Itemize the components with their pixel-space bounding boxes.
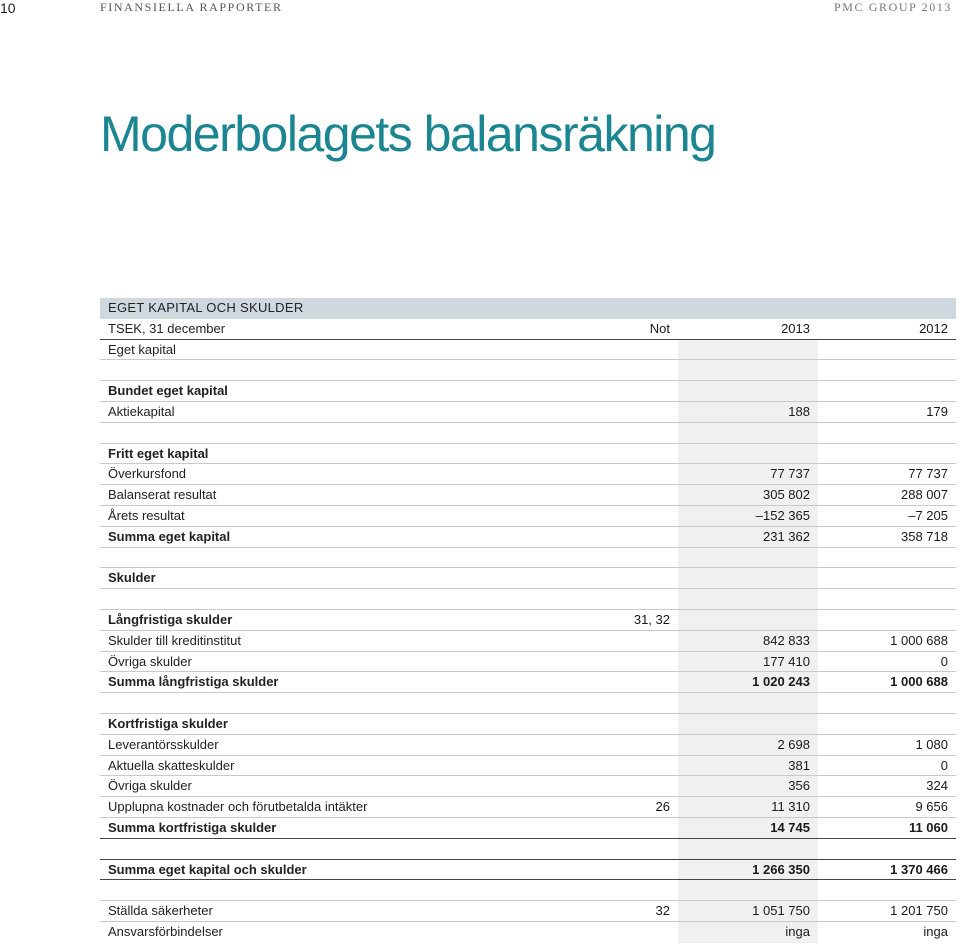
table-header-row <box>100 319 956 340</box>
row-label: Ansvarsförbindelser <box>108 923 223 939</box>
row-label: Aktuella skatteskulder <box>108 757 235 773</box>
value-2013: 1 051 750 <box>752 903 810 919</box>
table-row <box>100 672 956 693</box>
row-label: Övriga skulder <box>108 653 192 669</box>
table-row <box>100 610 956 631</box>
table-row <box>100 693 956 714</box>
row-label: Summa långfristiga skulder <box>108 674 279 690</box>
value-2012: –7 205 <box>908 507 948 523</box>
value-2012: inga <box>923 923 948 939</box>
row-label: Övriga skulder <box>108 778 192 794</box>
row-label: Balanserat resultat <box>108 487 217 503</box>
value-2012: 1 370 466 <box>890 861 948 877</box>
value-2013: 1 266 350 <box>752 861 810 877</box>
value-2012: 179 <box>926 403 948 419</box>
value-2013: 14 745 <box>770 819 810 835</box>
note-header: Not <box>649 320 670 336</box>
row-label: EGET KAPITAL OCH SKULDER <box>108 300 304 315</box>
value-2012: 9 656 <box>915 799 948 815</box>
table-row <box>100 298 956 319</box>
value-2012: 1 080 <box>915 736 948 752</box>
table-row <box>100 839 956 860</box>
value-2012: 0 <box>940 653 948 669</box>
table-row <box>100 714 956 735</box>
table-row <box>100 464 956 485</box>
note-ref: 32 <box>655 903 670 919</box>
year-2013-header: 2013 <box>781 320 810 336</box>
table-row <box>100 797 956 818</box>
value-2012: 1 000 688 <box>890 632 948 648</box>
row-label: Skulder till kreditinstitut <box>108 632 241 648</box>
table-row <box>100 506 956 527</box>
table-row <box>100 776 956 797</box>
value-2013: 231 362 <box>763 528 810 544</box>
table-row <box>100 381 956 402</box>
table-row <box>100 631 956 652</box>
table-row <box>100 880 956 901</box>
table-row <box>100 860 956 881</box>
row-label: Eget kapital <box>108 341 176 357</box>
table-row <box>100 527 956 548</box>
page-number: 10 <box>0 0 16 16</box>
page-title: Moderbolagets balansräkning <box>100 106 716 162</box>
company-header: PMC GROUP 2013 <box>834 0 952 14</box>
value-2013: 356 <box>788 778 810 794</box>
row-label: Fritt eget kapital <box>108 445 209 461</box>
table-row <box>100 340 956 361</box>
row-label: Leverantörsskulder <box>108 736 219 752</box>
table-row <box>100 568 956 589</box>
table-row <box>100 922 956 943</box>
row-label: Långfristiga skulder <box>108 611 233 627</box>
table-row <box>100 589 956 610</box>
value-2012: 0 <box>940 757 948 773</box>
value-2013: –152 365 <box>755 507 810 523</box>
balance-sheet-table <box>100 298 956 943</box>
table-row <box>100 423 956 444</box>
row-label: Upplupna kostnader och förutbetalda intäkter <box>108 799 368 815</box>
value-2012: 1 201 750 <box>890 903 948 919</box>
table-row <box>100 485 956 506</box>
row-label: Ställda säkerheter <box>108 903 213 919</box>
value-2013: 2 698 <box>777 736 810 752</box>
row-label: Överkursfond <box>108 466 187 482</box>
table-row <box>100 402 956 423</box>
value-2013: inga <box>785 923 810 939</box>
value-2012: 11 060 <box>908 819 948 835</box>
row-label: Summa eget kapital <box>108 528 231 544</box>
table-row <box>100 735 956 756</box>
year-2012-header: 2012 <box>919 320 948 336</box>
value-2013: 305 802 <box>763 487 810 503</box>
value-2013: 77 737 <box>770 466 810 482</box>
row-label: Summa eget kapital och skulder <box>108 861 307 877</box>
value-2012: 358 718 <box>901 528 948 544</box>
value-2012: 288 007 <box>901 487 948 503</box>
value-2012: 77 737 <box>908 466 948 482</box>
value-2012: 1 000 688 <box>890 674 948 690</box>
row-label: Aktiekapital <box>108 403 175 419</box>
section-header: FINANSIELLA RAPPORTER <box>100 0 283 14</box>
note-ref: 26 <box>655 799 670 815</box>
table-row <box>100 756 956 777</box>
table-row <box>100 360 956 381</box>
row-label: Skulder <box>108 570 156 586</box>
table-row <box>100 818 956 839</box>
value-2013: 381 <box>788 757 810 773</box>
row-label: TSEK, 31 december <box>108 320 226 336</box>
note-ref: 31, 32 <box>633 611 670 627</box>
row-label: Summa kortfristiga skulder <box>108 819 277 835</box>
value-2013: 177 410 <box>763 653 810 669</box>
value-2013: 1 020 243 <box>752 674 810 690</box>
row-label: Årets resultat <box>108 507 185 523</box>
row-label: Kortfristiga skulder <box>108 715 228 731</box>
row-label: Bundet eget kapital <box>108 383 228 399</box>
value-2013: 842 833 <box>763 632 810 648</box>
value-2013: 188 <box>788 403 810 419</box>
table-row <box>100 444 956 465</box>
table-row <box>100 652 956 673</box>
table-row <box>100 548 956 569</box>
value-2013: 11 310 <box>771 799 810 815</box>
value-2012: 324 <box>926 778 948 794</box>
table-row <box>100 901 956 922</box>
